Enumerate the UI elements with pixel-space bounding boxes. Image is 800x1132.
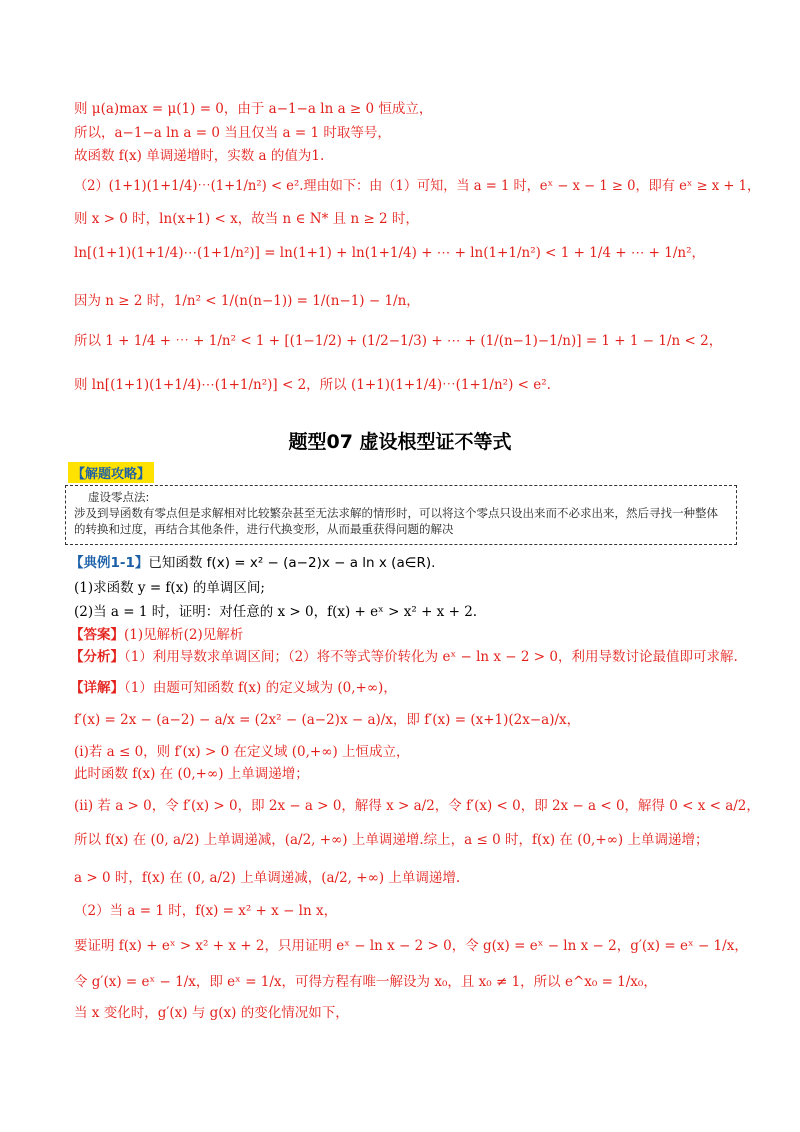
detail-line: 此时函数 f(x) 在 (0,+∞) 上单调递增； xyxy=(74,766,309,782)
text-line: 则 ln[(1+1)(1+1/4)⋯(1+1/n²)] < 2，所以 (1+1)(1+1/4)⋯(1+1/n²) < e². xyxy=(74,377,551,393)
example-stem: 已知函数 f(x) = x² − (a−2)x − a ln x (a∈R). xyxy=(148,555,436,571)
question-2: (2)当 a = 1 时，证明：对任意的 x > 0，f(x) + eˣ > x² + x + 2. xyxy=(74,604,478,620)
detail-tag: 【详解】 xyxy=(70,680,124,696)
analysis-text: （1）利用导数求单调区间；（2）将不等式等价转化为 eˣ − ln x − 2 > 0，利用导数讨论最值即可求解. xyxy=(124,649,738,665)
text-line: 则 μ(a)max = μ(1) = 0，由于 a−1−a ln a ≥ 0 恒成立， xyxy=(74,101,433,117)
text-line: 因为 n ≥ 2 时，1/n² < 1/(n(n−1)) = 1/(n−1) − 1/n， xyxy=(74,293,420,309)
section-title: 题型07 虚设根型证不等式 xyxy=(288,431,512,453)
text-line: ln[(1+1)(1+1/4)⋯(1+1/n²)] = ln(1+1) + ln(1+1/4) + ⋯ + ln(1+1/n²) < 1 + 1/4 + ⋯ + 1/n²， xyxy=(74,245,706,261)
detail-line: 要证明 f(x) + eˣ > x² + x + 2，只用证明 eˣ − ln x − 2 > 0，令 g(x) = eˣ − ln x − 2，g′(x) = eˣ − 1/x， xyxy=(74,938,748,954)
detail-line: f′(x) = 2x − (a−2) − a/x = (2x² − (a−2)x − a)/x，即 f′(x) = (x+1)(2x−a)/x， xyxy=(74,712,581,728)
note-body: 涉及到导函数有零点但是求解相对比较繁杂甚至无法求解的情形时，可以将这个零点只设出来而不必求出来，然后寻找一种整体的转换和过度，再结合其他条件，进行代换变形，从而最重获得问题的解决 xyxy=(74,506,718,536)
detail-line: 所以 f(x) 在 (0, a/2) 上单调递减，(a/2, +∞) 上单调递增.综上，a ≤ 0 时，f(x) 在 (0,+∞) 上单调递增； xyxy=(74,832,709,848)
note-heading: 虚设零点法: xyxy=(88,490,150,504)
question-1: (1)求函数 y = f(x) 的单调区间; xyxy=(74,580,265,596)
text-line: 所以，a−1−a ln a = 0 当且仅当 a = 1 时取等号， xyxy=(74,125,391,141)
text-line: 则 x > 0 时，ln(x+1) < x，故当 n ∈ N* 且 n ≥ 2 时， xyxy=(74,211,419,227)
detail-line: 令 g′(x) = eˣ − 1/x，即 eˣ = 1/x，可得方程有唯一解设为 x₀，且 x₀ ≠ 1，所以 e^x₀ = 1/x₀， xyxy=(74,974,657,990)
strategy-badge: 【解题攻略】 xyxy=(68,462,154,483)
example-stem-line xyxy=(70,554,435,572)
example-tag: 【典例1-1】 xyxy=(70,555,149,571)
analysis-tag: 【分析】 xyxy=(70,649,124,665)
detail-line: a > 0 时，f(x) 在 (0, a/2) 上单调递减，(a/2, +∞) 上单调递增. xyxy=(74,870,461,886)
detail-line: (ii) 若 a > 0，令 f′(x) > 0，即 2x − a > 0，解得 x > a/2，令 f′(x) < 0，即 2x − a < 0，解得 0 < x < a/2， xyxy=(74,798,760,814)
answer-line xyxy=(70,626,243,644)
detail-line: (i)若 a ≤ 0，则 f′(x) > 0 在定义域 (0,+∞) 上恒成立， xyxy=(74,744,410,760)
answer-tag: 【答案】 xyxy=(70,627,124,643)
strategy-note xyxy=(65,485,737,545)
detail-line: （2）当 a = 1 时，f(x) = x² + x − ln x， xyxy=(74,903,338,919)
text-line: 所以 1 + 1/4 + ⋯ + 1/n² < 1 + [(1−1/2) + (1/2−1/3) + ⋯ + (1/(n−1)−1/n)] = 1 + 1 − 1/n < 2， xyxy=(74,333,723,349)
detail-line xyxy=(70,679,397,697)
text-line: 故函数 f(x) 单调递增时，实数 a 的值为1. xyxy=(74,148,325,164)
answer-text: (1)见解析(2)见解析 xyxy=(124,627,244,643)
analysis-line xyxy=(70,648,738,666)
text-line: （2）(1+1)(1+1/4)⋯(1+1/n²) < e².理由如下：由（1）可知，当 a = 1 时，eˣ − x − 1 ≥ 0，即有 eˣ ≥ x + 1， xyxy=(74,178,761,194)
detail-text: （1）由题可知函数 f(x) 的定义域为 (0,+∞)， xyxy=(124,680,397,696)
detail-line: 当 x 变化时，g′(x) 与 g(x) 的变化情况如下， xyxy=(74,1005,349,1021)
